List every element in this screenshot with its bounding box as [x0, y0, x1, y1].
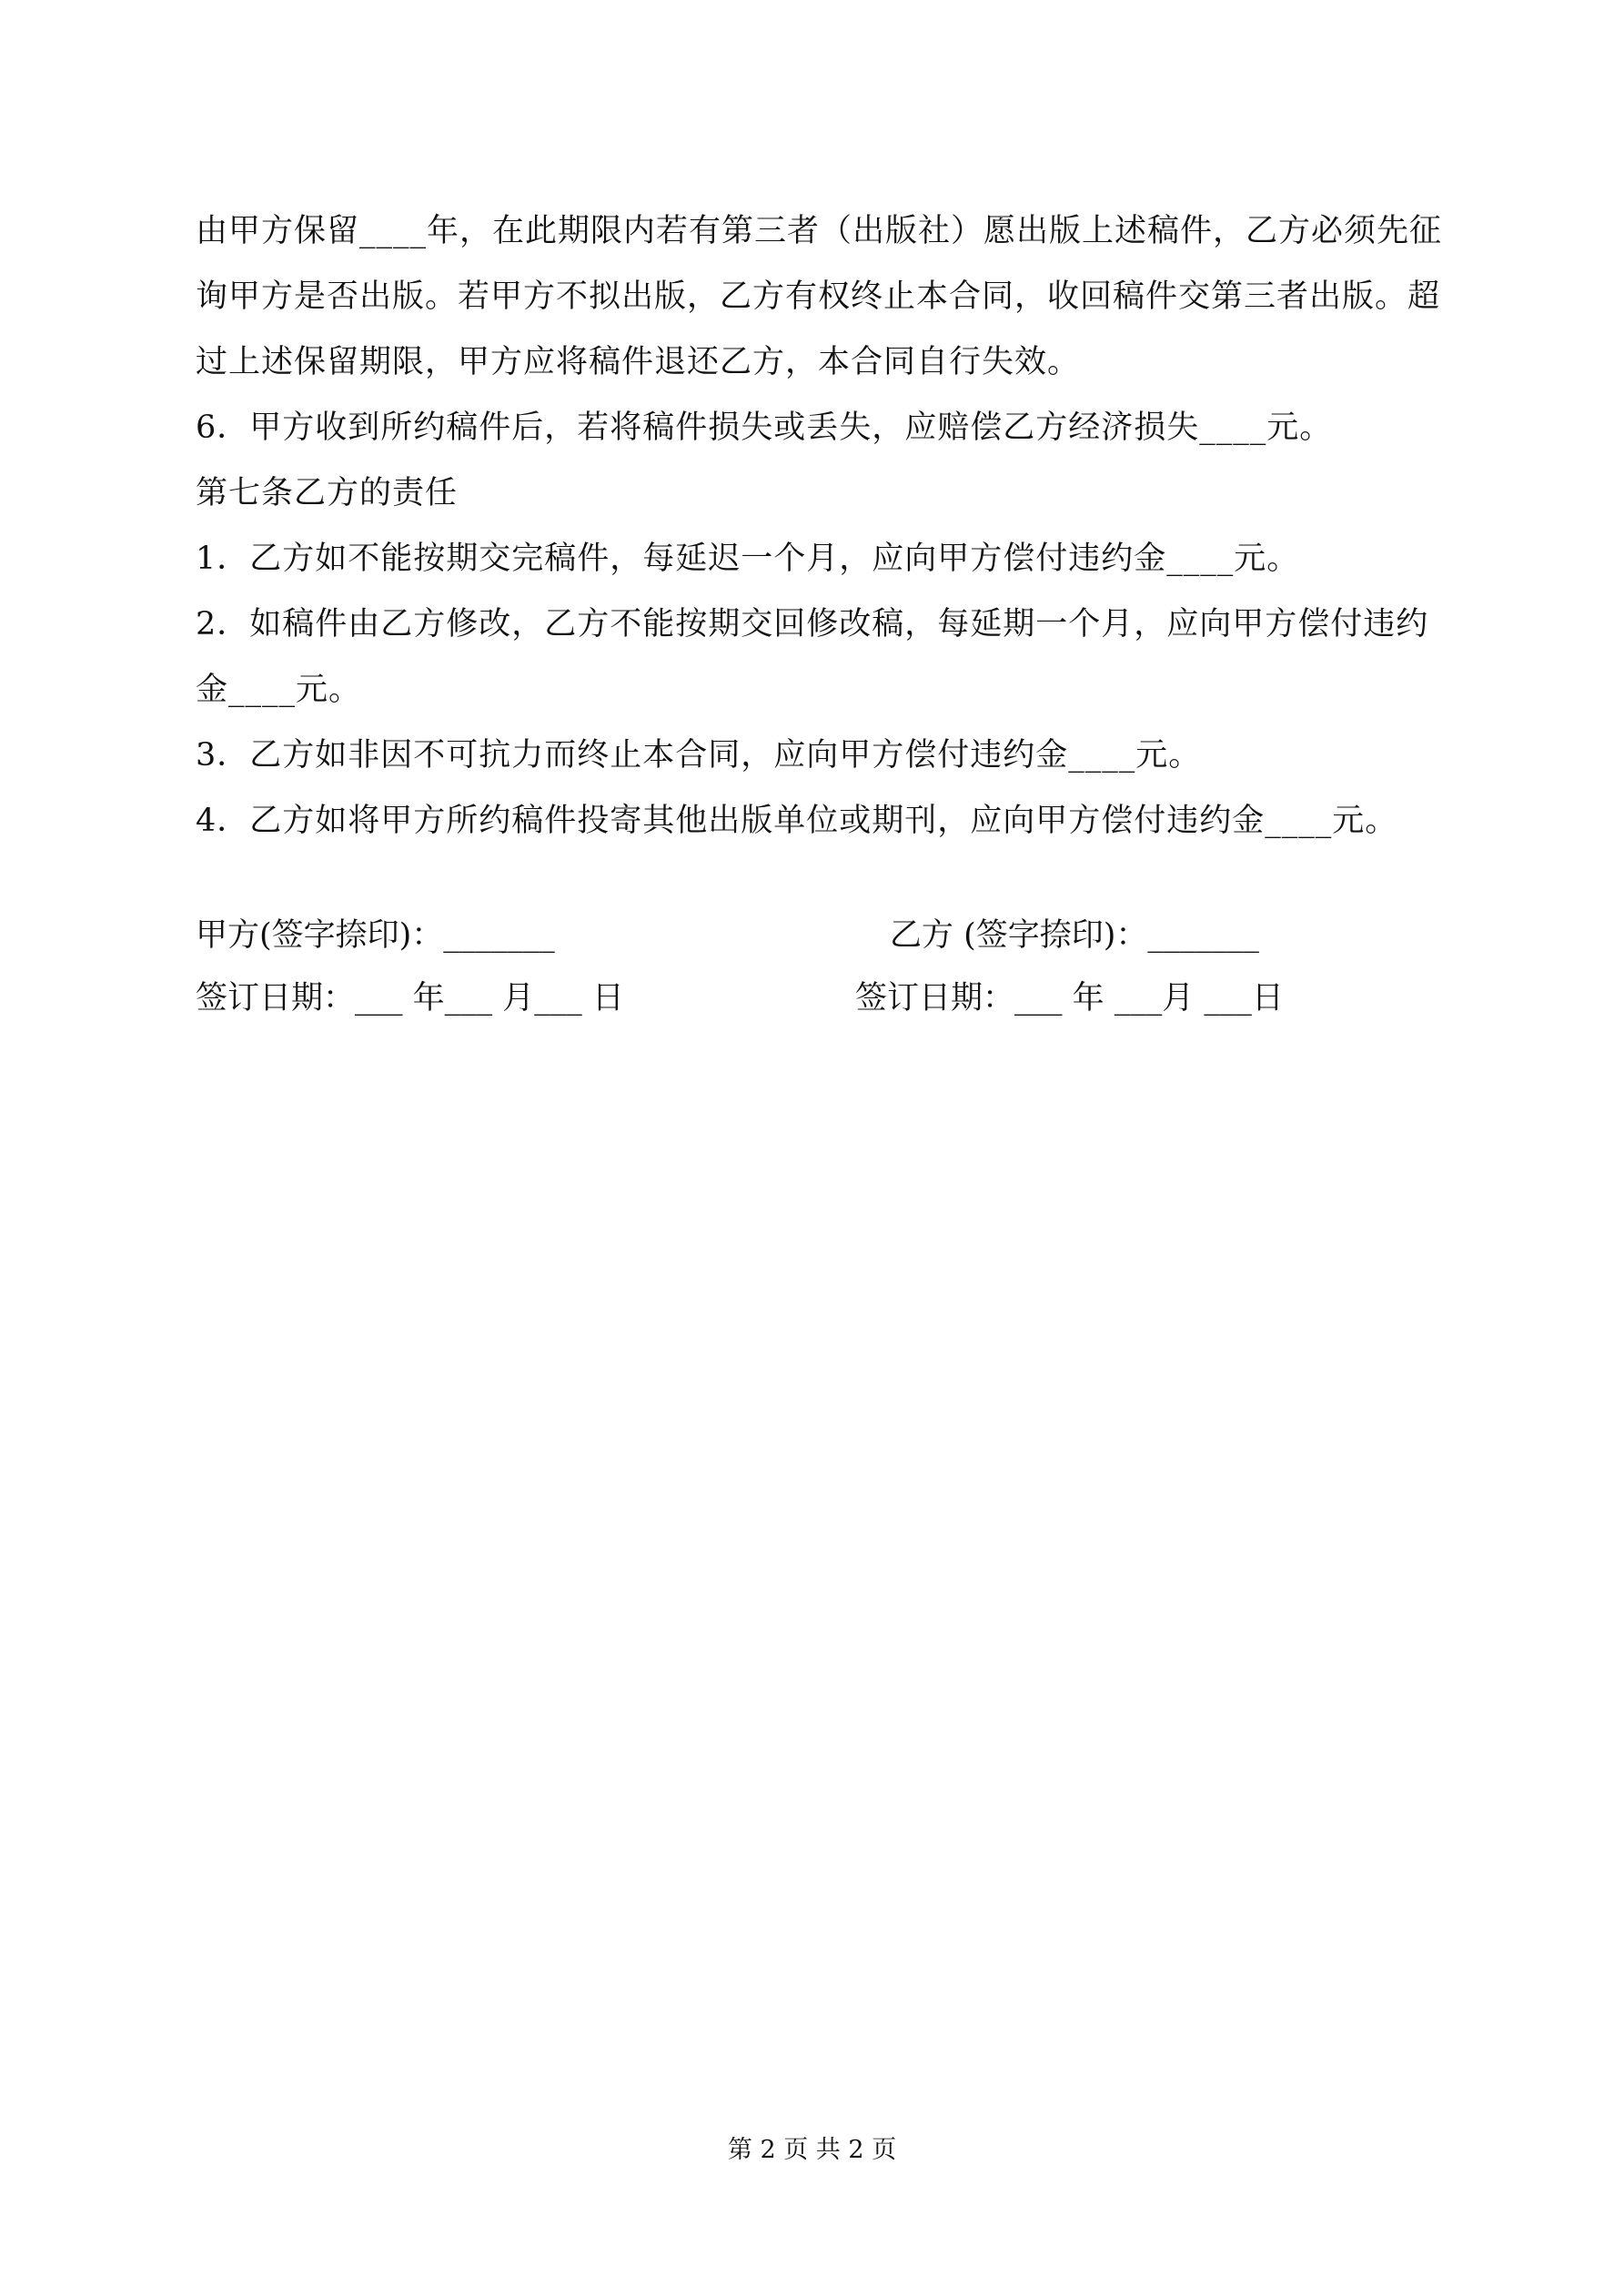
party-b-sign-date: 签订日期：___ 年 ___月 ___日	[855, 980, 1284, 1017]
paragraph-line: 4．乙方如将甲方所约稿件投寄其他出版单位或期刊，应向甲方偿付违约金____元。	[196, 803, 1398, 839]
paragraph-line: 过上述保留期限，甲方应将稿件退还乙方，本合同自行失效。	[196, 344, 1081, 380]
party-b-signature: 乙方 (签字捺印)：_______	[890, 917, 1259, 954]
paragraph-line: 3．乙方如非因不可抗力而终止本合同，应向甲方偿付违约金____元。	[196, 737, 1202, 774]
paragraph-line: 1．乙方如不能按期交完稿件，每延迟一个月，应向甲方偿付违约金____元。	[196, 541, 1300, 577]
party-a-signature: 甲方(签字捺印)：_______	[196, 917, 555, 954]
party-a-sign-date: 签订日期：___ 年___ 月___ 日	[196, 980, 624, 1017]
page-number-footer: 第 2 页 共 2 页	[727, 2136, 897, 2164]
paragraph-line: 金____元。	[196, 672, 362, 708]
paragraph-line: 2．如稿件由乙方修改，乙方不能按期交回修改稿，每延期一个月，应向甲方偿付违约	[196, 606, 1429, 642]
paragraph-line: 由甲方保留____年，在此期限内若有第三者（出版社）愿出版上述稿件，乙方必须先征	[196, 213, 1443, 249]
paragraph-line: 询甲方是否出版。若甲方不拟出版，乙方有权终止本合同，收回稿件交第三者出版。超	[196, 278, 1441, 315]
paragraph-line: 6．甲方收到所约稿件后，若将稿件损失或丢失，应赔偿乙方经济损失____元。	[196, 410, 1333, 446]
contract-body	[196, 198, 1442, 854]
section-heading: 第七条乙方的责任	[196, 475, 459, 511]
